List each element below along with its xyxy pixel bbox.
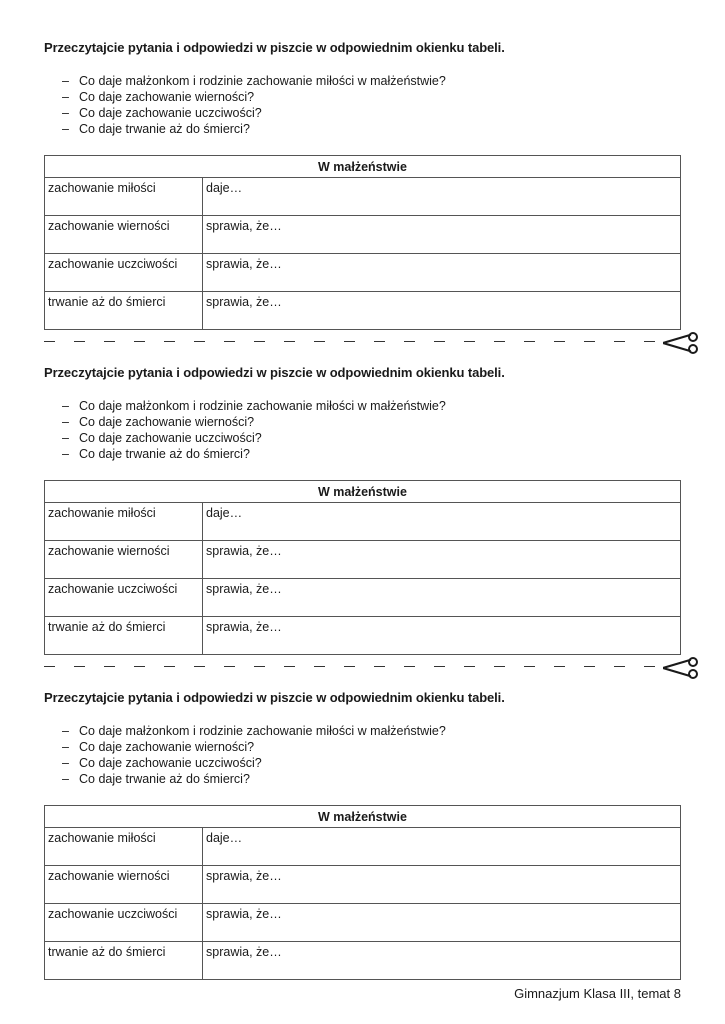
question-list (62, 398, 446, 462)
instruction-text: Przeczytajcie pytania i odpowiedzi w piszcie w odpowiednim okienku tabeli. (44, 40, 505, 55)
table-row (45, 579, 681, 617)
answer-cell[interactable]: sprawia, że… (203, 292, 681, 330)
question-item: – Co daje małżonkom i rodzinie zachowanie miłości w małżeństwie? (62, 399, 446, 413)
question-list (62, 723, 446, 787)
list-dash: – (62, 447, 69, 461)
answer-table (44, 805, 681, 980)
table-header: W małżeństwie (45, 481, 681, 503)
answer-cell[interactable]: sprawia, że… (203, 216, 681, 254)
list-dash: – (62, 724, 69, 738)
question-item: – Co daje małżonkom i rodzinie zachowanie miłości w małżeństwie? (62, 74, 446, 88)
list-dash: – (62, 756, 69, 770)
list-dash: – (62, 740, 69, 754)
answer-cell[interactable]: sprawia, że… (203, 254, 681, 292)
table-row (45, 503, 681, 541)
row-label: zachowanie uczciwości (45, 579, 203, 617)
row-label: zachowanie uczciwości (45, 254, 203, 292)
row-label: zachowanie wierności (45, 541, 203, 579)
question-item: – Co daje zachowanie wierności? (62, 90, 255, 104)
scissors-icon (663, 657, 699, 679)
cut-line (44, 332, 700, 352)
answer-table (44, 155, 681, 330)
list-dash: – (62, 122, 69, 136)
row-label: zachowanie miłości (45, 828, 203, 866)
question-list (62, 73, 446, 137)
question-item: – Co daje małżonkom i rodzinie zachowanie miłości w małżeństwie? (62, 724, 446, 738)
question-item: – Co daje zachowanie wierności? (62, 740, 255, 754)
list-dash: – (62, 431, 69, 445)
row-label: zachowanie miłości (45, 503, 203, 541)
answer-cell[interactable]: daje… (203, 828, 681, 866)
table-row (45, 541, 681, 579)
table-row (45, 828, 681, 866)
row-label: trwanie aż do śmierci (45, 617, 203, 655)
answer-cell[interactable]: daje… (203, 178, 681, 216)
question-item: – Co daje zachowanie uczciwości? (62, 756, 262, 770)
row-label: zachowanie wierności (45, 216, 203, 254)
table-header: W małżeństwie (45, 806, 681, 828)
cut-line (44, 657, 700, 677)
list-dash: – (62, 90, 69, 104)
list-dash: – (62, 106, 69, 120)
answer-cell[interactable]: daje… (203, 503, 681, 541)
page-footer: Gimnazjum Klasa III, temat 8 (514, 986, 681, 1001)
table-row (45, 292, 681, 330)
table-row (45, 866, 681, 904)
row-label: zachowanie miłości (45, 178, 203, 216)
table-row (45, 904, 681, 942)
question-item: – Co daje zachowanie uczciwości? (62, 106, 262, 120)
row-label: zachowanie uczciwości (45, 904, 203, 942)
table-header: W małżeństwie (45, 156, 681, 178)
question-item: – Co daje trwanie aż do śmierci? (62, 122, 250, 136)
answer-cell[interactable]: sprawia, że… (203, 617, 681, 655)
scissors-icon (663, 332, 699, 354)
answer-cell[interactable]: sprawia, że… (203, 541, 681, 579)
list-dash: – (62, 415, 69, 429)
answer-cell[interactable]: sprawia, że… (203, 579, 681, 617)
list-dash: – (62, 399, 69, 413)
list-dash: – (62, 74, 69, 88)
table-row (45, 216, 681, 254)
question-item: – Co daje zachowanie wierności? (62, 415, 255, 429)
dashed-line (44, 341, 656, 342)
row-label: trwanie aż do śmierci (45, 942, 203, 980)
table-row (45, 617, 681, 655)
row-label: trwanie aż do śmierci (45, 292, 203, 330)
dashed-line (44, 666, 656, 667)
question-item: – Co daje zachowanie uczciwości? (62, 431, 262, 445)
answer-cell[interactable]: sprawia, że… (203, 942, 681, 980)
answer-cell[interactable]: sprawia, że… (203, 866, 681, 904)
answer-table (44, 480, 681, 655)
instruction-text: Przeczytajcie pytania i odpowiedzi w piszcie w odpowiednim okienku tabeli. (44, 365, 505, 380)
row-label: zachowanie wierności (45, 866, 203, 904)
list-dash: – (62, 772, 69, 786)
question-item: – Co daje trwanie aż do śmierci? (62, 447, 250, 461)
table-row (45, 178, 681, 216)
answer-cell[interactable]: sprawia, że… (203, 904, 681, 942)
table-row (45, 254, 681, 292)
instruction-text: Przeczytajcie pytania i odpowiedzi w piszcie w odpowiednim okienku tabeli. (44, 690, 505, 705)
table-row (45, 942, 681, 980)
question-item: – Co daje trwanie aż do śmierci? (62, 772, 250, 786)
